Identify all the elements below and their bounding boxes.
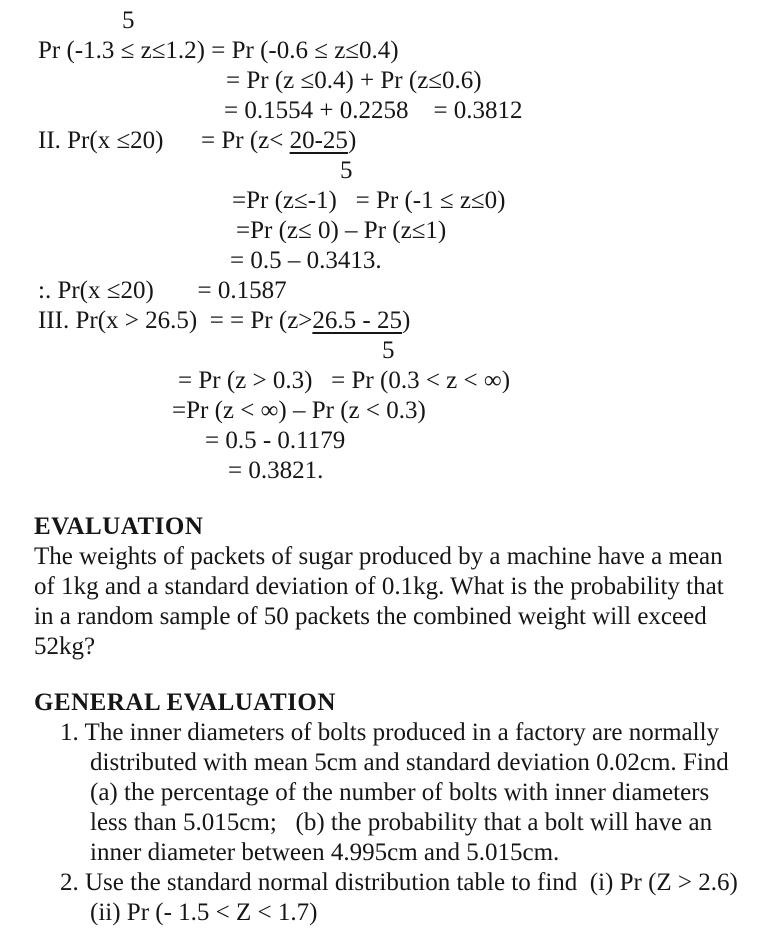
text-segment: II. Pr(x ≤20) = Pr (z< — [38, 127, 290, 154]
text-segment: = Pr (z > 0.3) = Pr (0.3 < z < ∞) — [178, 367, 511, 394]
text-line — [172, 396, 754, 426]
text-line — [60, 718, 754, 748]
text-segment: =Pr (z≤-1) = Pr (-1 ≤ z≤0) — [232, 187, 506, 214]
text-line — [38, 306, 754, 336]
text-segment: III. Pr(x > 26.5) = = Pr (z> — [38, 307, 313, 334]
text-segment: (a) the percentage of the number of bolts with inner diameters — [90, 779, 710, 806]
text-line — [224, 96, 754, 126]
text-segment: (ii) Pr (- 1.5 < Z < 1.7) — [90, 899, 318, 926]
text-line — [382, 336, 754, 366]
text-segment: 52kg? — [34, 633, 96, 660]
text-line — [226, 66, 754, 96]
general-evaluation-list — [34, 718, 754, 928]
text-line — [122, 6, 754, 36]
fraction-numerator: 26.5 - 25 — [312, 307, 402, 334]
text-segment: inner diameter between 4.995cm and 5.015cm. — [90, 839, 560, 866]
text-segment: = 0.3821. — [228, 457, 324, 484]
text-segment: The weights of packets of sugar produced by a machine have a mean — [34, 543, 723, 570]
text-segment: ) — [401, 307, 411, 334]
text-line — [236, 216, 754, 246]
text-segment: of 1kg and a standard deviation of 0.1kg. What is the probability that — [34, 573, 724, 600]
text-line — [90, 838, 754, 868]
text-line — [34, 542, 754, 572]
text-segment: 5 — [340, 157, 353, 184]
text-line — [230, 246, 754, 276]
text-segment: = 0.5 - 0.1179 — [205, 427, 346, 454]
text-line — [205, 426, 754, 456]
text-segment: 2. Use the standard normal distribution table to find (i) Pr (Z > 2.6) — [60, 869, 738, 896]
general-evaluation-heading: GENERAL EVALUATION — [34, 689, 336, 716]
text-segment: in a random sample of 50 packets the combined weight will exceed — [34, 603, 707, 630]
text-segment: Pr (-1.3 ≤ z≤1.2) = Pr (-0.6 ≤ z≤0.4) — [38, 37, 399, 64]
text-segment: distributed with mean 5cm and standard deviation 0.02cm. Find — [90, 749, 729, 776]
text-line — [90, 808, 754, 838]
text-line — [38, 36, 754, 66]
text-line — [38, 276, 754, 306]
text-line — [228, 456, 754, 486]
text-segment: =Pr (z≤ 0) – Pr (z≤1) — [236, 217, 447, 244]
text-line — [90, 898, 754, 928]
text-segment: = 0.1554 + 0.2258 = 0.3812 — [224, 97, 523, 124]
evaluation-paragraph — [34, 542, 754, 662]
text-line — [34, 572, 754, 602]
text-line — [34, 602, 754, 632]
text-line — [178, 366, 754, 396]
text-segment: 5 — [382, 337, 395, 364]
text-line — [232, 186, 754, 216]
text-segment: ) — [347, 127, 357, 154]
text-line — [90, 748, 754, 778]
text-line — [340, 156, 754, 186]
text-segment: = 0.5 – 0.3413. — [230, 247, 382, 274]
text-line — [34, 632, 754, 662]
text-line — [60, 868, 754, 898]
text-line — [90, 778, 754, 808]
evaluation-heading: EVALUATION — [34, 513, 204, 540]
text-segment: 1. The inner diameters of bolts produced in a factory are normally — [60, 719, 720, 746]
text-segment: 5 — [122, 7, 135, 34]
text-segment: =Pr (z < ∞) – Pr (z < 0.3) — [172, 397, 426, 424]
fraction-numerator: 20-25 — [289, 127, 348, 154]
text-segment: = Pr (z ≤0.4) + Pr (z≤0.6) — [226, 67, 482, 94]
text-segment: less than 5.015cm; (b) the probability that a bolt will have an — [90, 809, 713, 836]
text-line — [38, 126, 754, 156]
normal-distribution-working-block — [34, 6, 754, 486]
text-segment: :. Pr(x ≤20) = 0.1587 — [38, 277, 287, 304]
